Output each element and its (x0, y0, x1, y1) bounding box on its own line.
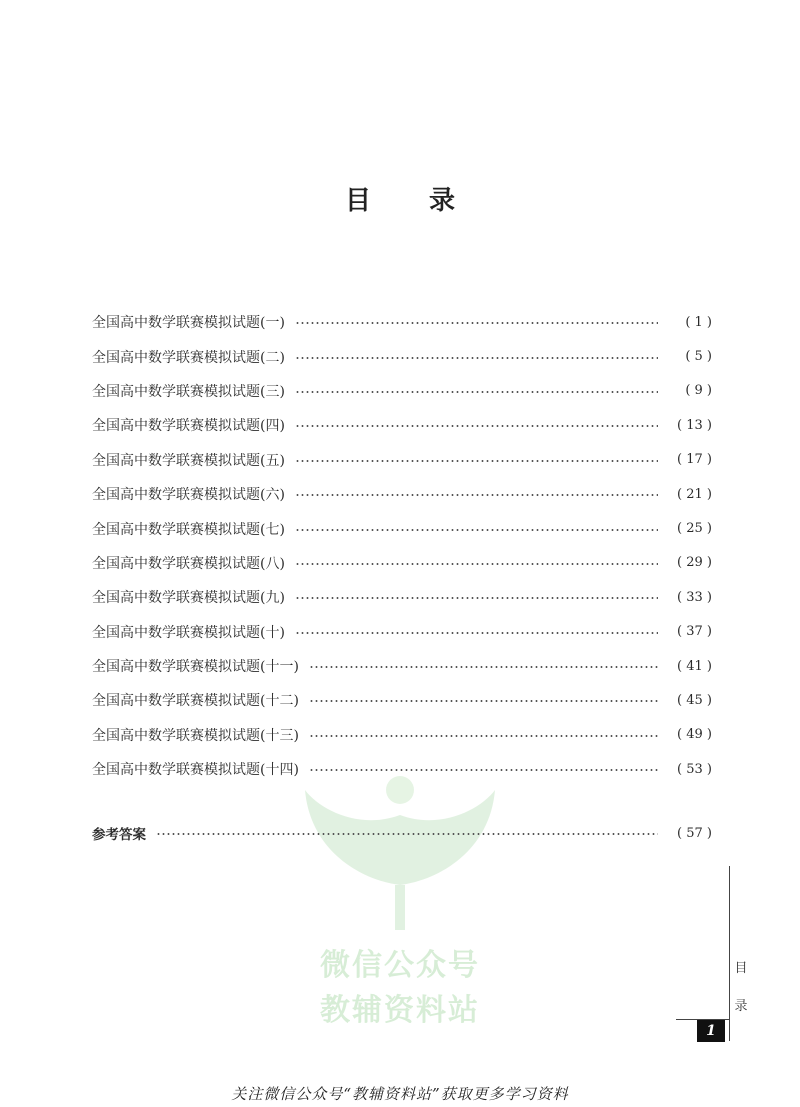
toc-entry-page: ( 33 ) (677, 589, 712, 605)
toc-entry-label: 全国高中数学联赛模拟试题(七) (92, 521, 285, 538)
table-of-contents (92, 305, 712, 786)
toc-entry-label: 全国高中数学联赛模拟试题(十一) (92, 659, 299, 676)
toc-leader-dots (295, 322, 658, 324)
toc-entry-label: 全国高中数学联赛模拟试题(二) (92, 349, 285, 366)
side-tab-char-1: 目 (734, 961, 748, 976)
toc-leader-dots (309, 769, 658, 771)
toc-entry-page: ( 21 ) (677, 486, 712, 502)
toc-leader-dots (295, 357, 658, 359)
toc-leader-dots (295, 563, 658, 565)
toc-leader-dots (295, 632, 658, 634)
toc-entry-page: ( 25 ) (677, 521, 712, 537)
toc-entry[interactable] (92, 408, 712, 442)
side-section-tab (733, 950, 749, 1026)
toc-entry-page: ( 37 ) (677, 624, 712, 640)
toc-entry-page: ( 1 ) (685, 314, 712, 330)
toc-leader-dots (156, 833, 658, 835)
toc-entry[interactable] (92, 305, 712, 339)
toc-entry[interactable] (92, 374, 712, 408)
toc-entry-label: 全国高中数学联赛模拟试题(十二) (92, 693, 299, 710)
toc-entry[interactable] (92, 752, 712, 786)
watermark-text-line1: 微信公众号 (320, 948, 480, 983)
toc-entry-page: ( 17 ) (677, 452, 712, 468)
toc-entry[interactable] (92, 339, 712, 373)
toc-entry[interactable] (92, 683, 712, 717)
toc-entry-page: ( 13 ) (677, 417, 712, 433)
toc-entry[interactable] (92, 649, 712, 683)
toc-entry-label: 全国高中数学联赛模拟试题(五) (92, 452, 285, 469)
toc-entry-label: 全国高中数学联赛模拟试题(一) (92, 315, 285, 332)
toc-entry-answers[interactable] (92, 816, 712, 850)
toc-entry[interactable] (92, 477, 712, 511)
side-tab-char-2: 录 (734, 999, 748, 1014)
answers-label: 参考答案 (92, 827, 146, 844)
toc-leader-dots (295, 494, 658, 496)
watermark-text-line2: 教辅资料站 (320, 993, 480, 1028)
toc-entry-page: ( 29 ) (677, 555, 712, 571)
toc-entry-page: ( 53 ) (677, 761, 712, 777)
page-title (0, 180, 800, 217)
toc-entry[interactable] (92, 511, 712, 545)
side-divider-line (729, 866, 730, 1041)
toc-entry-label: 全国高中数学联赛模拟试题(九) (92, 590, 285, 607)
page-title-char-2: 录 (429, 186, 456, 216)
toc-entry-label: 全国高中数学联赛模拟试题(六) (92, 487, 285, 504)
toc-entry[interactable] (92, 615, 712, 649)
toc-entry[interactable] (92, 443, 712, 477)
toc-leader-dots (295, 529, 658, 531)
toc-entry-page: ( 5 ) (685, 349, 712, 365)
toc-entry-page: ( 45 ) (677, 692, 712, 708)
toc-entry[interactable] (92, 718, 712, 752)
toc-leader-dots (309, 700, 658, 702)
toc-leader-dots (295, 597, 658, 599)
footer-note: 关注微信公众号“教辅资料站”获取更多学习资料 (231, 1085, 569, 1103)
answers-page: ( 57 ) (677, 825, 712, 841)
toc-entry-label: 全国高中数学联赛模拟试题(十四) (92, 762, 299, 779)
toc-leader-dots (295, 460, 658, 462)
toc-entry[interactable] (92, 580, 712, 614)
toc-leader-dots (309, 666, 658, 668)
toc-leader-dots (295, 425, 658, 427)
toc-leader-dots (295, 391, 658, 393)
toc-entry[interactable] (92, 546, 712, 580)
toc-entry-label: 全国高中数学联赛模拟试题(十三) (92, 727, 299, 744)
toc-entry-label: 全国高中数学联赛模拟试题(四) (92, 418, 285, 435)
page-number: 1 (697, 1020, 725, 1042)
toc-entry-label: 全国高中数学联赛模拟试题(八) (92, 555, 285, 572)
toc-entry-page: ( 9 ) (685, 383, 712, 399)
toc-entry-page: ( 41 ) (677, 658, 712, 674)
page-title-char-1: 目 (344, 186, 371, 216)
toc-entry-label: 全国高中数学联赛模拟试题(十) (92, 624, 285, 641)
toc-entry-page: ( 49 ) (677, 727, 712, 743)
toc-entry-label: 全国高中数学联赛模拟试题(三) (92, 383, 285, 400)
toc-leader-dots (309, 735, 658, 737)
